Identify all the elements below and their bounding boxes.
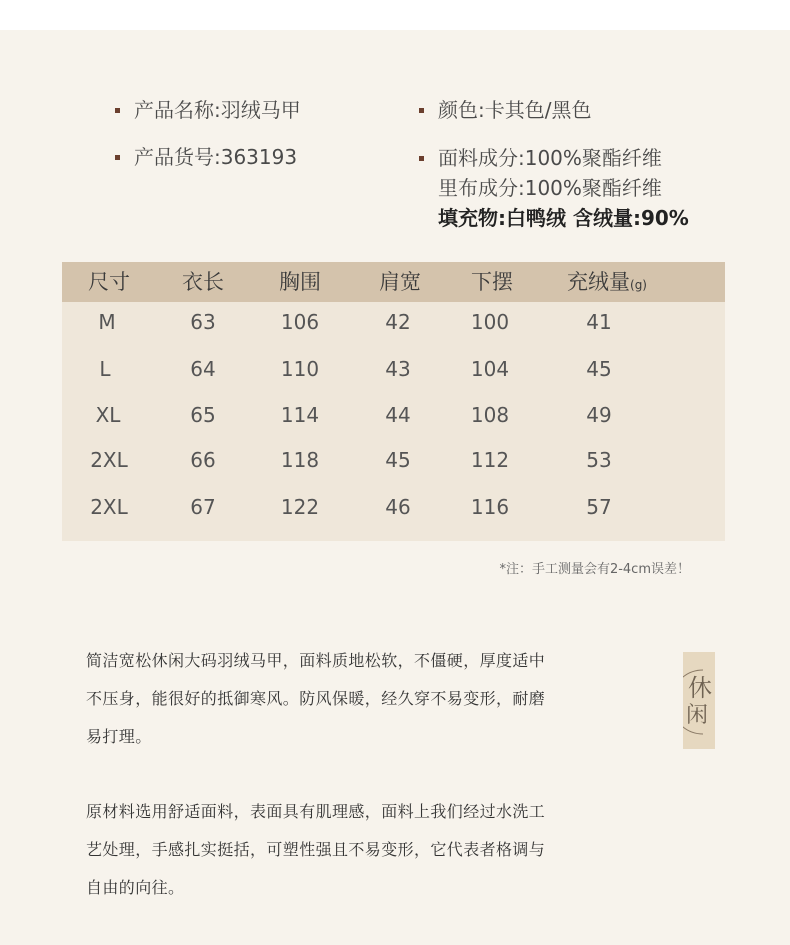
paragraph-line: 易打理。	[86, 727, 152, 746]
cell-chest: 118	[280, 448, 320, 472]
cell-length: 65	[190, 403, 216, 427]
cell-fill-weight: 57	[586, 495, 612, 519]
cell-hem: 100	[470, 310, 510, 334]
bullet-icon	[419, 156, 424, 161]
header-fill-weight-label: 充绒量	[567, 270, 631, 294]
cell-shoulder: 42	[385, 310, 411, 334]
cell-size: 2XL	[90, 448, 128, 472]
header-hem: 下摆	[471, 270, 513, 294]
description-paragraph-1	[86, 642, 626, 756]
svg-text:休: 休	[688, 674, 712, 702]
cell-length: 66	[190, 448, 216, 472]
cell-size: M	[98, 310, 116, 334]
spec-color	[438, 95, 591, 125]
paragraph-line: 不压身，能很好的抵御寒风。防风保暖，经久穿不易变形，耐磨	[86, 689, 546, 708]
spec-fabric-text: 面料成分:100%聚酯纤维	[438, 146, 662, 170]
spec-product-code	[134, 142, 297, 172]
cell-size: XL	[95, 403, 121, 427]
cell-hem: 104	[470, 357, 510, 381]
cell-hem: 112	[470, 448, 510, 472]
cell-shoulder: 46	[385, 495, 411, 519]
spec-product-name	[134, 95, 301, 125]
cell-hem: 108	[470, 403, 510, 427]
size-table	[62, 262, 725, 541]
cell-fill-weight: 41	[586, 310, 612, 334]
measurement-note: *注：手工测量会有2-4cm误差！	[499, 562, 690, 577]
cell-length: 64	[190, 357, 216, 381]
cell-shoulder: 45	[385, 448, 411, 472]
header-fill-weight-unit: (g)	[630, 278, 647, 292]
bullet-icon	[115, 155, 120, 160]
cell-chest: 122	[280, 495, 320, 519]
cell-size: 2XL	[90, 495, 128, 519]
spec-product-code-text: 产品货号:363193	[134, 145, 298, 169]
cell-hem: 116	[470, 495, 510, 519]
cell-chest: 110	[280, 357, 320, 381]
spec-fabric	[438, 143, 662, 173]
spec-filling	[438, 203, 689, 233]
paragraph-line: 自由的向往。	[86, 878, 185, 897]
cell-shoulder: 43	[385, 357, 411, 381]
cell-chest: 114	[280, 403, 320, 427]
cell-fill-weight: 53	[586, 448, 612, 472]
spec-product-name-text: 产品名称:羽绒马甲	[134, 98, 301, 122]
cell-shoulder: 44	[385, 403, 411, 427]
header-size: 尺寸	[88, 270, 130, 294]
bullet-icon	[419, 108, 424, 113]
cell-chest: 106	[280, 310, 320, 334]
spec-lining-text: 里布成分:100%聚酯纤维	[438, 176, 662, 200]
description-paragraph-2	[86, 793, 626, 907]
cell-length: 67	[190, 495, 216, 519]
seal-graphic	[683, 652, 715, 749]
svg-text:闲: 闲	[685, 703, 709, 728]
cell-size: L	[99, 357, 111, 381]
size-table-header	[62, 262, 725, 302]
spec-filling-text: 填充物:白鸭绒 含绒量:90%	[438, 206, 689, 230]
header-length: 衣长	[182, 270, 224, 294]
bullet-icon	[115, 108, 120, 113]
cell-fill-weight: 45	[586, 357, 612, 381]
paragraph-line: 简洁宽松休闲大码羽绒马甲，面料质地松软，不僵硬，厚度适中	[86, 651, 546, 670]
paragraph-line: 原材料选用舒适面料，表面具有肌理感，面料上我们经过水洗工	[86, 802, 546, 821]
header-shoulder: 肩宽	[379, 270, 421, 294]
leisure-seal-logo	[683, 652, 715, 749]
cell-fill-weight: 49	[586, 403, 612, 427]
header-chest: 胸围	[279, 270, 321, 294]
spec-color-text: 颜色:卡其色/黑色	[438, 98, 592, 122]
spec-lining	[438, 173, 662, 203]
header-fill-weight	[567, 267, 647, 300]
paragraph-line: 艺处理，手感扎实挺括，可塑性强且不易变形，它代表者格调与	[86, 840, 546, 859]
cell-length: 63	[190, 310, 216, 334]
